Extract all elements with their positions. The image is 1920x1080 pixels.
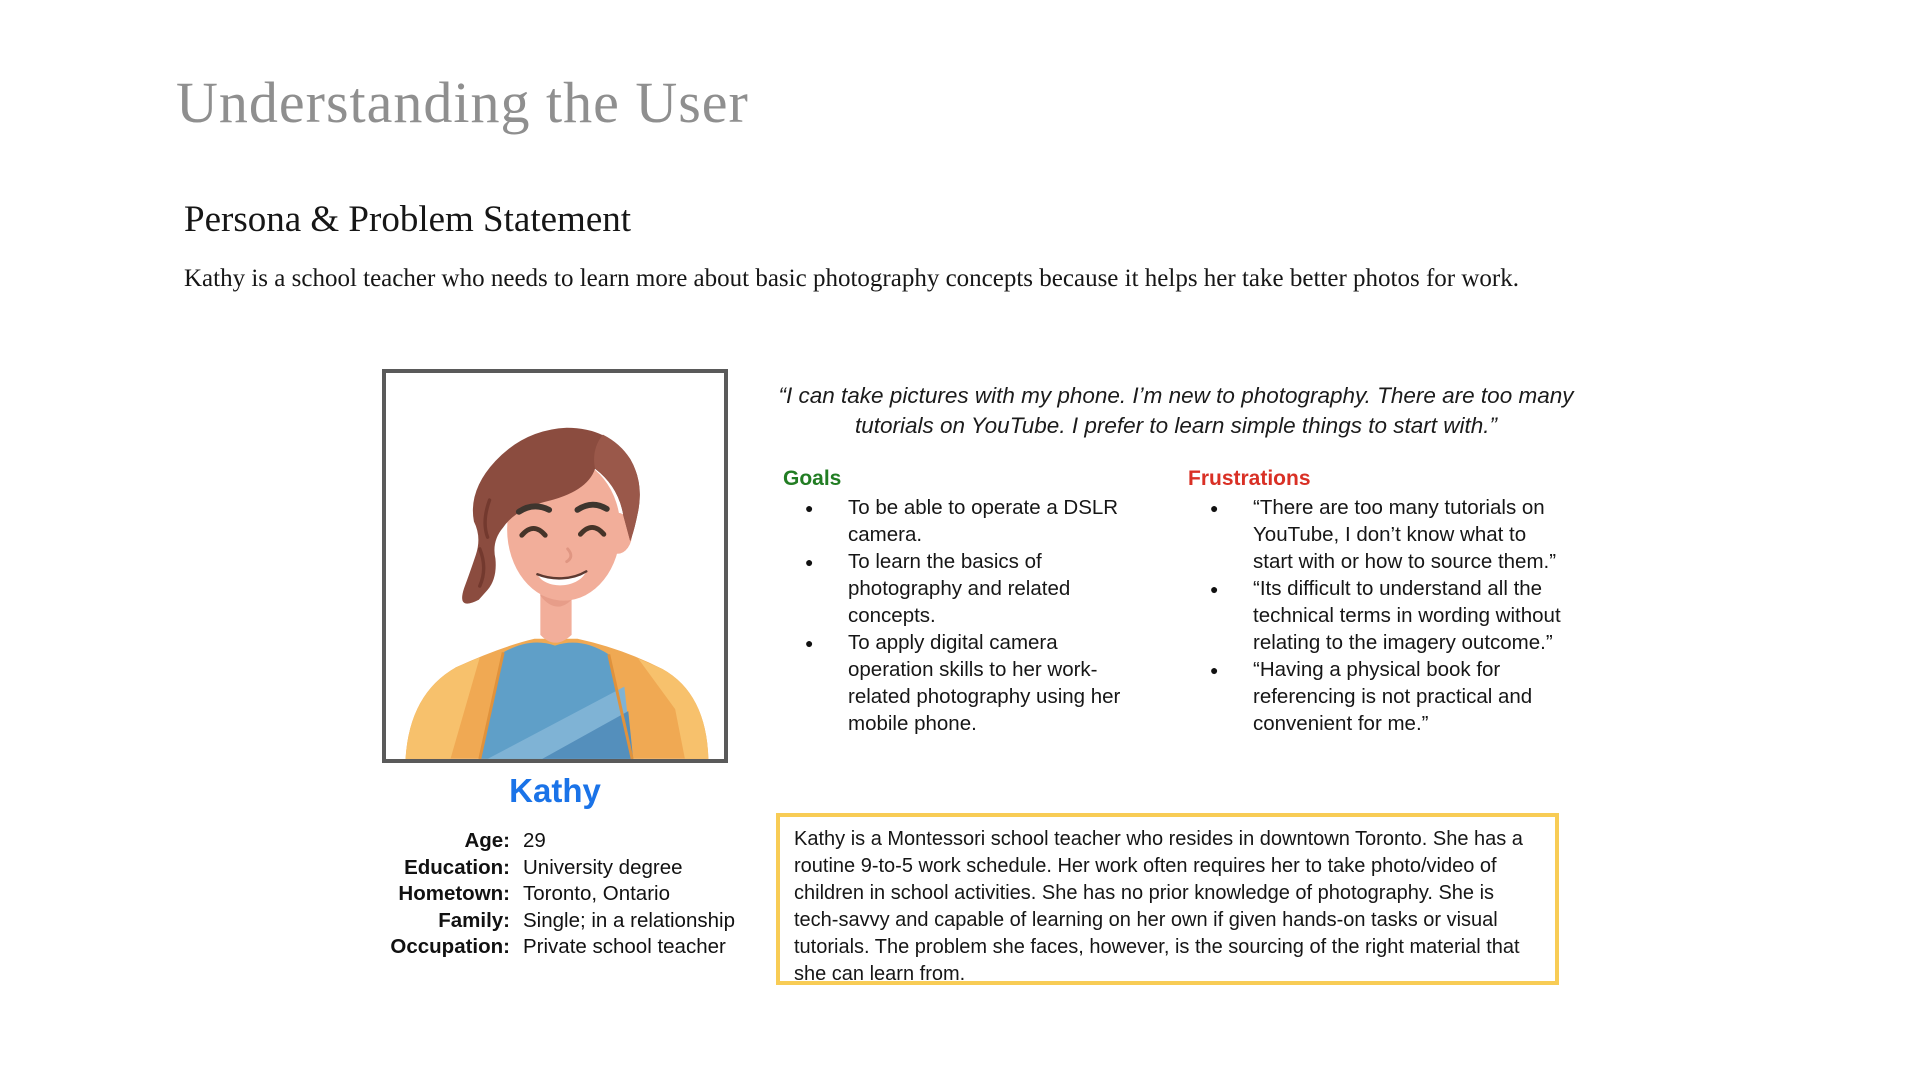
detail-value-education: University degree [523,855,683,879]
detail-label-age: Age: [464,829,510,852]
frustrations-section [1188,465,1563,737]
problem-statement: Kathy is a school teacher who needs to learn more about basic photography concepts because it helps her take better photos for work. [184,265,1519,292]
frustrations-heading: Frustrations [1188,467,1311,490]
detail-value-family: Single; in a relationship [523,908,735,932]
slide-subtitle: Persona & Problem Statement [184,199,632,240]
goal-item: ● To be able to operate a DSLR camera. [783,494,1128,548]
persona-portrait-frame [382,369,728,763]
persona-portrait-illustration [386,373,724,759]
goal-item: ● To learn the basics of photography and related concepts. [783,548,1128,629]
detail-value-hometown: Toronto, Ontario [523,882,670,905]
detail-label-occupation: Occupation: [390,935,510,958]
frustration-item: ● “Its difficult to understand all the technical terms in wording without relating to the imagery outcome.” [1188,575,1563,656]
goals-heading: Goals [783,467,842,490]
goals-section [783,465,1128,737]
persona-bio-box [776,813,1559,985]
detail-label-family: Family: [438,908,510,932]
detail-label-education: Education: [404,855,510,879]
detail-label-hometown: Hometown: [398,882,510,905]
frustrations-list [1188,494,1563,737]
detail-value-age: 29 [523,829,546,852]
frustration-item: ● “There are too many tutorials on YouTube, I don’t know what to start with or how to source them.” [1188,494,1563,575]
persona-bio-text: Kathy is a Montessori school teacher who resides in downtown Toronto. She has a routine 9-to-5 work schedule. Her work often requires her to take photo/video of children in school activities. She has no prior knowledge of photography. She is tech-savvy and capable of learning on her own if given hands-on tasks or visual tutorials. The problem she faces, however, is the sourcing of the right material that she can learn from. [794,828,1523,985]
persona-name: Kathy [509,772,601,809]
persona-quote: “I can take pictures with my phone. I’m new to photography. There are too many tutorials on YouTube. I prefer to learn simple things to start with.” [778,383,1574,438]
goals-list [783,494,1128,737]
goal-item: ● To apply digital camera operation skills to her work-related photography using her mobile phone. [783,629,1128,737]
detail-value-occupation: Private school teacher [523,935,726,958]
slide-title: Understanding the User [176,70,749,135]
frustration-item: ● “Having a physical book for referencing is not practical and convenient for me.” [1188,656,1563,737]
persona-details-list [320,828,780,961]
